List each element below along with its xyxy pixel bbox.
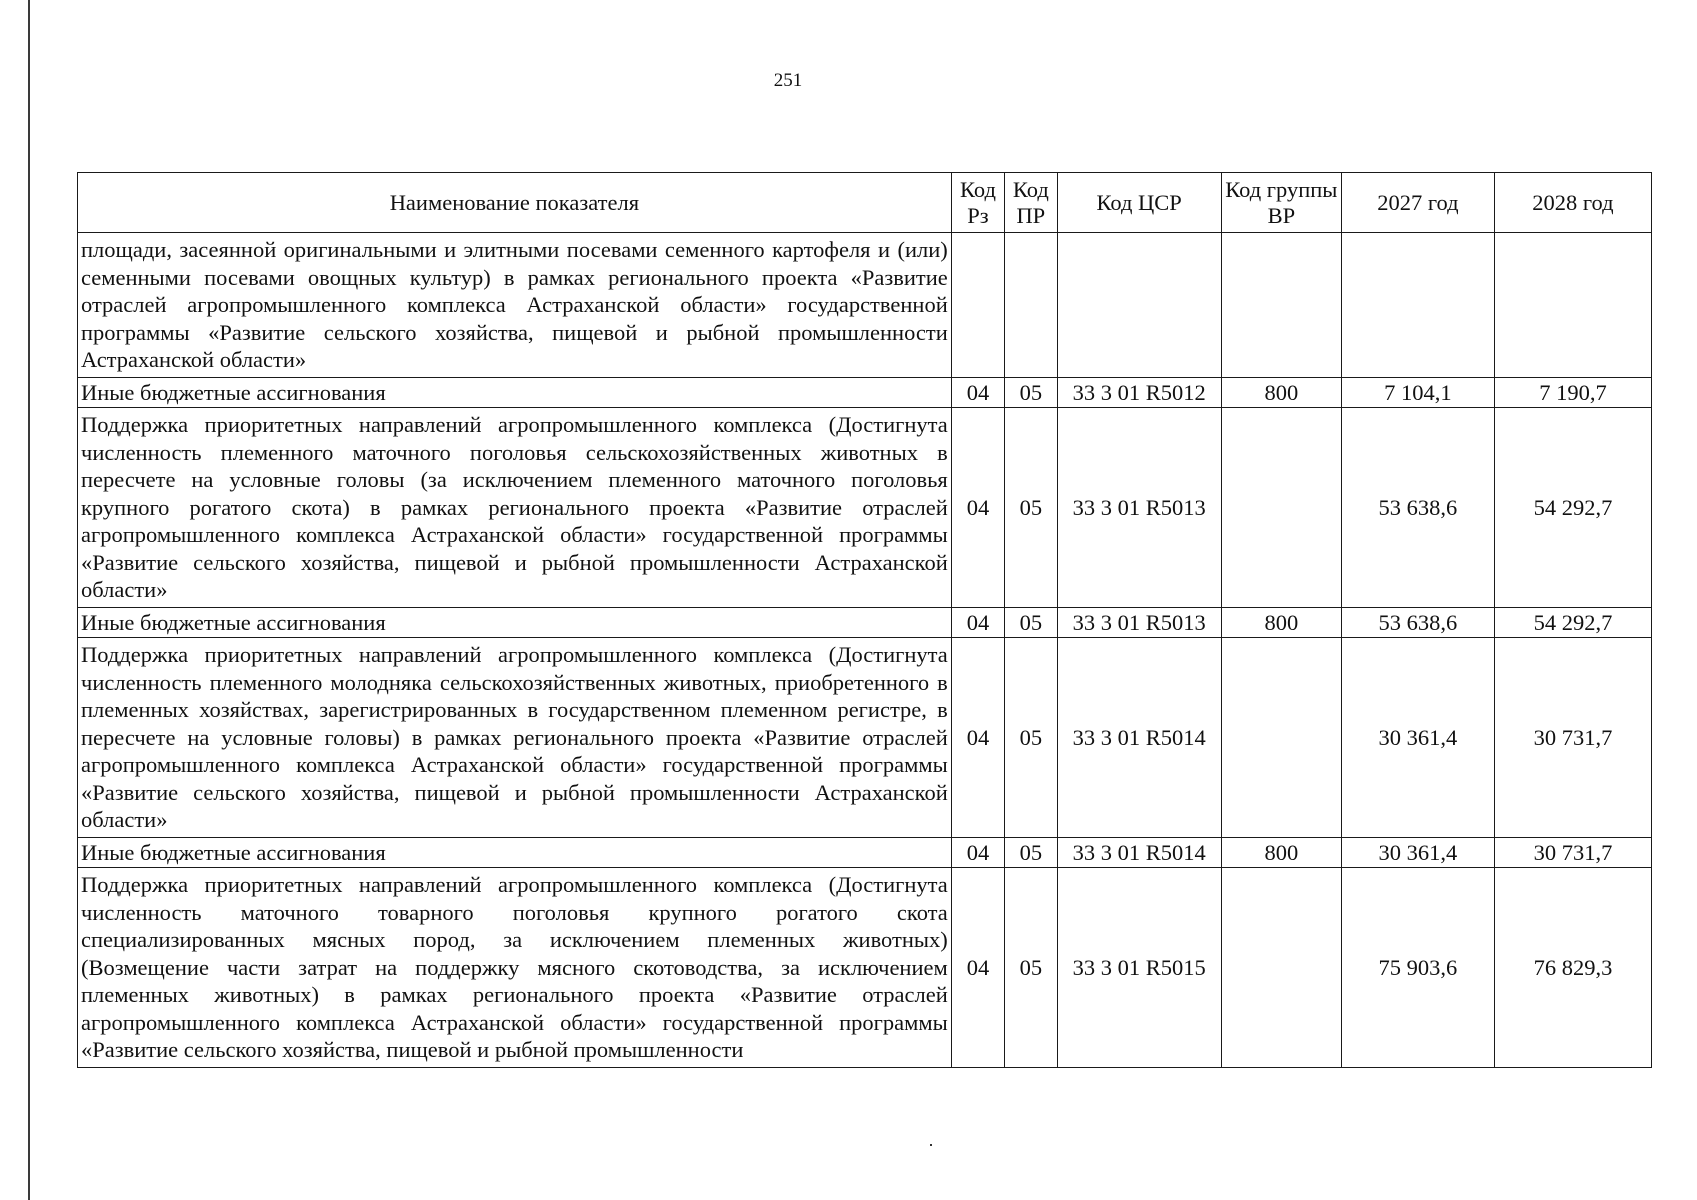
row-2028: 7 190,7 bbox=[1494, 377, 1651, 408]
row-name: Поддержка приоритетных направлений агропромышленного комплекса (Достигнута численность маточного товарного поголовья крупного рогатого скота специализированных мясных пород, за исключением племенных животных) (Возмещение части затрат на поддержку мясного скотоводства, за исключением племенных животных) в рамках регионального проекта «Развитие отраслей агропромышленного комплекса Астраханской области» государственной программы «Развитие сельского хозяйства, пищевой и рыбной промышленности bbox=[78, 868, 952, 1068]
row-2028: 54 292,7 bbox=[1494, 408, 1651, 608]
row-rz: 04 bbox=[951, 868, 1004, 1068]
row-csr bbox=[1057, 233, 1221, 378]
row-csr: 33 3 01 R5013 bbox=[1057, 408, 1221, 608]
table-row bbox=[78, 408, 1652, 608]
row-rz: 04 bbox=[951, 408, 1004, 608]
row-csr: 33 3 01 R5015 bbox=[1057, 868, 1221, 1068]
header-2027: 2027 год bbox=[1341, 173, 1494, 233]
table-row bbox=[78, 607, 1652, 638]
table-row bbox=[78, 638, 1652, 838]
row-rz bbox=[951, 233, 1004, 378]
budget-table bbox=[77, 172, 1652, 1068]
row-name: Иные бюджетные ассигнования bbox=[78, 607, 952, 638]
row-vr bbox=[1221, 408, 1341, 608]
header-pr: Код ПР bbox=[1005, 173, 1057, 233]
table-header-row bbox=[78, 173, 1652, 233]
row-2027: 53 638,6 bbox=[1341, 607, 1494, 638]
header-rz: Код Рз bbox=[951, 173, 1004, 233]
row-pr: 05 bbox=[1005, 607, 1057, 638]
row-name: Иные бюджетные ассигнования bbox=[78, 377, 952, 408]
row-vr bbox=[1221, 638, 1341, 838]
header-vr: Код группы ВР bbox=[1221, 173, 1341, 233]
row-2028: 54 292,7 bbox=[1494, 607, 1651, 638]
row-2027: 75 903,6 bbox=[1341, 868, 1494, 1068]
row-vr bbox=[1221, 233, 1341, 378]
row-name: Поддержка приоритетных направлений агропромышленного комплекса (Достигнута численность племенного маточного поголовья сельскохозяйственных животных в пересчете на условные головы (за исключением племенного маточного поголовья крупного рогатого скота) в рамках регионального проекта «Развитие отраслей агропромышленного комплекса Астраханской области» государственной программы «Развитие сельского хозяйства, пищевой и рыбной промышленности Астраханской области» bbox=[78, 408, 952, 608]
row-2027: 30 361,4 bbox=[1341, 837, 1494, 868]
row-pr: 05 bbox=[1005, 638, 1057, 838]
header-csr: Код ЦСР bbox=[1057, 173, 1221, 233]
row-csr: 33 3 01 R5014 bbox=[1057, 837, 1221, 868]
row-name: Иные бюджетные ассигнования bbox=[78, 837, 952, 868]
row-name: Поддержка приоритетных направлений агропромышленного комплекса (Достигнута численность племенного молодняка сельскохозяйственных животных, приобретенного в племенных хозяйствах, зарегистрированных в государственном племенном регистре, в пересчете на условные головы) в рамках регионального проекта «Развитие отраслей агропромышленного комплекса Астраханской области» государственной программы «Развитие сельского хозяйства, пищевой и рыбной промышленности Астраханской области» bbox=[78, 638, 952, 838]
row-2028: 76 829,3 bbox=[1494, 868, 1651, 1068]
scan-left-edge bbox=[28, 0, 30, 1200]
row-2027: 53 638,6 bbox=[1341, 408, 1494, 608]
table-row bbox=[78, 377, 1652, 408]
row-csr: 33 3 01 R5013 bbox=[1057, 607, 1221, 638]
row-2027: 30 361,4 bbox=[1341, 638, 1494, 838]
row-pr: 05 bbox=[1005, 837, 1057, 868]
row-rz: 04 bbox=[951, 638, 1004, 838]
row-vr: 800 bbox=[1221, 377, 1341, 408]
row-rz: 04 bbox=[951, 607, 1004, 638]
row-2028 bbox=[1494, 233, 1651, 378]
row-csr: 33 3 01 R5012 bbox=[1057, 377, 1221, 408]
row-vr: 800 bbox=[1221, 837, 1341, 868]
row-vr: 800 bbox=[1221, 607, 1341, 638]
row-2028: 30 731,7 bbox=[1494, 638, 1651, 838]
row-rz: 04 bbox=[951, 837, 1004, 868]
page-number: 251 bbox=[773, 70, 803, 91]
row-2027: 7 104,1 bbox=[1341, 377, 1494, 408]
table-row bbox=[78, 868, 1652, 1068]
row-rz: 04 bbox=[951, 377, 1004, 408]
row-name: площади, засеянной оригинальными и элитными посевами семенного картофеля и (или) семенными посевами овощных культур) в рамках регионального проекта «Развитие отраслей агропромышленного комплекса Астраханской области» государственной программы «Развитие сельского хозяйства, пищевой и рыбной промышленности Астраханской области» bbox=[78, 233, 952, 378]
scan-speck bbox=[930, 1144, 932, 1146]
row-pr bbox=[1005, 233, 1057, 378]
row-pr: 05 bbox=[1005, 408, 1057, 608]
row-2027 bbox=[1341, 233, 1494, 378]
header-2028: 2028 год bbox=[1494, 173, 1651, 233]
row-2028: 30 731,7 bbox=[1494, 837, 1651, 868]
row-pr: 05 bbox=[1005, 868, 1057, 1068]
row-pr: 05 bbox=[1005, 377, 1057, 408]
table-row bbox=[78, 233, 1652, 378]
row-vr bbox=[1221, 868, 1341, 1068]
row-csr: 33 3 01 R5014 bbox=[1057, 638, 1221, 838]
header-name: Наименование показателя bbox=[78, 173, 952, 233]
table-row bbox=[78, 837, 1652, 868]
